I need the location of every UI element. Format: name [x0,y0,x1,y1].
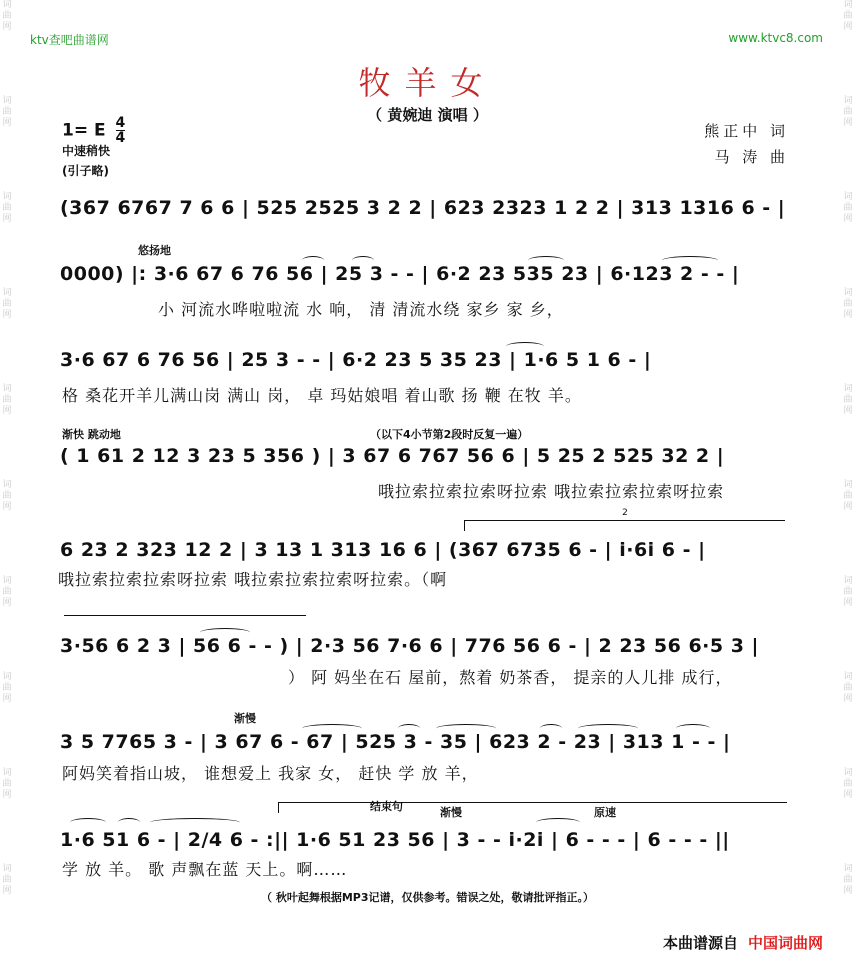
lyrics-line-5: 哦拉索拉索拉索呀拉索 哦拉索拉索拉索呀拉索。（啊 [58,570,448,589]
time-signature [116,116,126,145]
score-notes-2: 0000) |: 3·6 67 6 76 56 | 25 3 - - | 6·2 23 535 23 | 6·123 2 - - | [60,263,740,285]
lyrics-line-8: 学 放 羊。 歌 声飘在蓝 天上。啊…… [62,860,348,879]
tempo-change-mark: 渐快 跳动地 [62,428,121,441]
score-notes-6: 3·56 6 2 3 | 56 6 - - ) | 2·3 56 7·6 6 | 776 56 6 - | 2 23 56 6·5 3 | [60,635,759,657]
score-notes-3: 3·6 67 6 76 56 | 25 3 - - | 6·2 23 5 35 23 | 1·6 5 1 6 - | [60,349,652,371]
score-notes-1: (367 6767 7 6 6 | 525 2525 3 2 2 | 623 2323 1 2 2 | 313 1316 6 - | [60,197,786,219]
lyrics-line-7: 阿妈笑着指山坡， 谁想爱上 我家 女， 赶快 学 放 羊， [62,764,479,783]
watermark-left: 词 曲 网 词 曲 网 词 曲 网 词 曲 网 词 曲 网 词 曲 网 词 曲 网 词 曲 网 词 曲 网 词 曲 网 [2,0,12,896]
tie-mark [118,818,140,827]
time-signature-top: 4 [115,115,126,131]
volta-bracket-continued [64,615,306,626]
performer-line: （ 黄婉迪 演唱 ） [367,106,488,124]
source-label: 本曲谱源自 [662,934,738,952]
ending-bracket [278,802,787,813]
score-notes-5: 6 23 2 323 12 2 | 3 13 1 313 16 6 | (367 6735 6 - | i·6i 6 - | [60,539,706,561]
tie-mark [536,818,580,827]
source-brand: 中国词曲网 [747,934,823,952]
watermark-right: 词 曲 网 词 曲 网 词 曲 网 词 曲 网 词 曲 网 词 曲 网 词 曲 网 词 曲 网 词 曲 网 词 曲 网 [843,0,853,896]
site-name-left: ktv查吧曲谱网 [30,33,109,47]
lyrics-line-2: 小 河流水哗啦啦流 水 响， 清 清流水绕 家乡 家 乡， [158,300,564,319]
score-notes-4: ( 1 61 2 12 3 23 5 356 ) | 3 67 6 767 56 6 | 5 25 2 525 32 2 | [60,445,725,467]
tempo-marking: 中速稍快 [62,144,111,158]
repeat-instruction: （以下4小节第2段时反复一遍） [370,428,529,441]
lyricist-credit: 熊正中 词 [704,122,789,140]
score-notes-8: 1·6 51 6 - | 2/4 6 - :|| 1·6 51 23 56 | 3 - - i·2i | 6 - - - | 6 - - - || [60,829,730,851]
expression-mark: 悠扬地 [138,244,171,257]
lyrics-line-3: 格 桑花开羊儿满山岗 满山 岗， 卓 玛姑娘唱 着山歌 扬 鞭 在牧 羊。 [62,386,582,405]
tie-mark [150,818,240,827]
tie-mark [70,818,106,827]
tempo-slower-mark: 渐慢 [234,712,256,725]
key-label: 1= E [62,120,106,141]
intro-note: (引子略) [62,164,109,178]
footnote: （ 秋叶起舞根据MP3记谱，仅供参考。错误之处，敬请批评指正。） [261,891,594,904]
lyrics-line-4: 哦拉索拉索拉索呀拉索 哦拉索拉索拉索呀拉索 [378,482,725,501]
ending-label: 结束句 [370,800,403,813]
tempo-slower-mark-2: 渐慢 [440,806,462,819]
composer-credit: 马 涛 曲 [714,148,789,166]
time-signature-bottom: 4 [115,130,126,146]
key-signature [62,116,125,145]
score-notes-7: 3 5 7765 3 - | 3 67 6 - 67 | 525 3 - 35 | 623 2 - 23 | 313 1 - - | [60,731,731,753]
song-title: 牧羊女 [358,64,497,102]
original-tempo-mark: 原速 [594,806,616,819]
volta-bracket [464,508,785,531]
volta-number: 2 [622,508,628,518]
source-credit [663,932,823,953]
lyrics-line-6: ） 阿 妈坐在石 屋前，熬着 奶茶香， 提亲的人儿排 成行， [288,668,733,687]
site-url-right: www.ktvc8.com [728,31,823,45]
